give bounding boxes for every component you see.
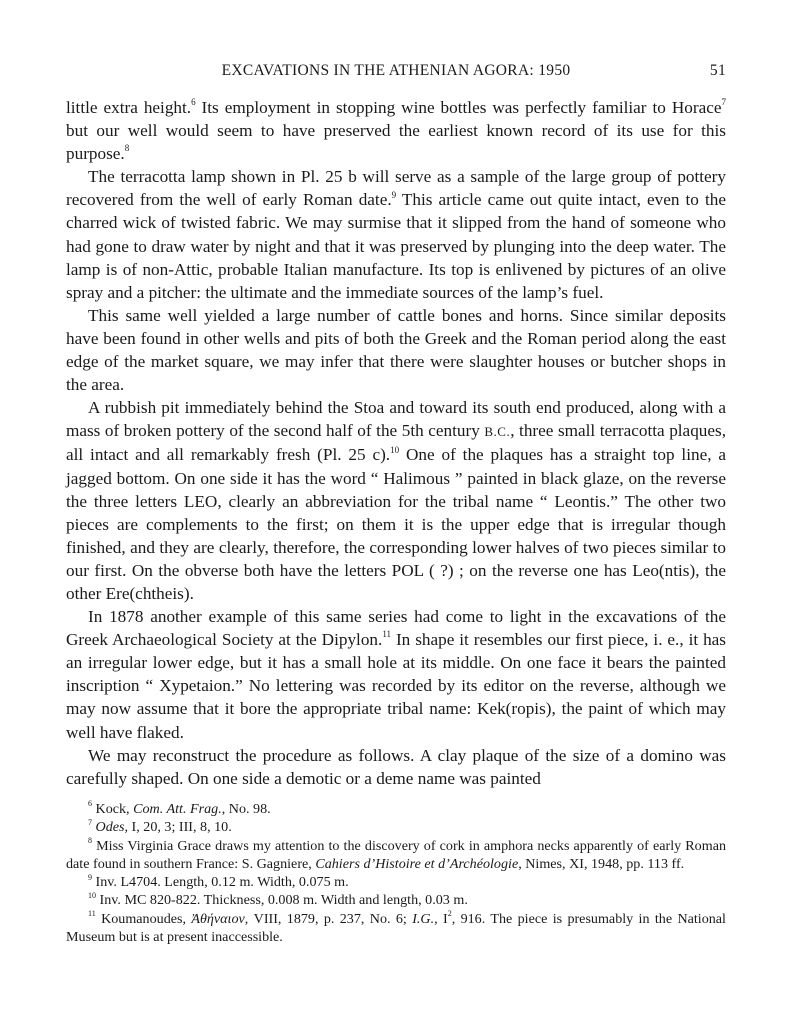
footnote-ref[interactable]: 9 [391,189,397,200]
footnote-ref[interactable]: 11 [382,629,391,640]
paragraph-2: The terracotta lamp shown in Pl. 25 b will serve as a sample of the large group of pottery recovered from the well of early Roman date.$^9$ This article came out quite intact, even to the charred wick of twisted fabric. We may surmise that it slipped from the hand of someone who had gone to draw water by night and that it was preserved by plunging into the deep water. The lamp is of non-Attic, probable Italian manufacture. Its top is enlivened by pictures of an olive spray and a pitcher: the ultimate and the immediate sources of the lamp’s fuel. [66,167,726,302]
footnote-ref[interactable]: 8 [124,143,130,154]
footnotes [66,800,726,946]
running-title: EXCAVATIONS IN THE ATHENIAN AGORA: 1950 [221,62,571,79]
footnote-8: $^8$ Miss Virginia Grace draws my attention to the discovery of cork in amphora necks apparently of early Roman date found in southern France: S. Gagniere, Cahiers d’Histoire et d’Archéologie, Nimes, XI, 1948, pp. 113 ff. [66,835,726,872]
paragraph-3: This same well yielded a large number of cattle bones and horns. Since similar deposits have been found in other wells and pits of both the Greek and the Roman period along the east edge of the market square, we may infer that there were slaughter houses or butcher shops in the area. [66,305,726,395]
paragraph-6: We may reconstruct the procedure as follows. A clay plaque of the size of a domino was carefully shaped. On one side a demotic or a deme name was painted [66,745,726,788]
paragraph-4: A rubbish pit immediately behind the Stoa and toward its south end produced, along with a mass of broken pottery of the second half of the 5th century B.C., three small terracotta plaques, all intact and all remarkably fresh (Pl. 25 c).$^{10}$ One of the plaques has a straight top line, a jagged bottom. On one side it has the word “ Halimous ” painted in black glaze, on the reverse the three letters LEO, clearly an abbreviation for the tribal name “ Leontis.” The other two pieces are complements to the first; on them it is the upper edge that is irregular though finished, and they are clearly, therefore, the corresponding lower halves of two pieces similar to our first. On the obverse both have the letters POL ( ?) ; on the reverse one has Leo(ntis), the other Ere(chtheis). [66,398,726,603]
body-text [66,96,726,790]
footnote-ref[interactable]: 7 [721,97,726,108]
footnote-ref[interactable]: 6 [191,97,196,108]
footnote-6: $^6$ Kock, Com. Att. Frag., No. 98. [88,799,271,817]
footnote-10: $^{10}$ Inv. MC 820-822. Thickness, 0.008 m. Width and length, 0.03 m. [88,890,468,909]
page-number: 51 [709,62,726,79]
running-head [66,62,726,84]
footnote-ref[interactable]: 10 [390,444,400,455]
paragraph-1: little extra height.$^6$ Its employment in stopping wine bottles was perfectly familiar to Horace$^7$ but our well would seem to have preserved the earliest known record of its use for this purpose.$^8$ [66,97,726,164]
paragraph-5: In 1878 another example of this same series had come to light in the excavations of the Greek Archaeological Society at the Dipylon.$^{11}$ In shape it resembles our first piece, i. e., it has an irregular lower edge, but it has a small hole at its middle. On one face it bears the painted inscription “ Xypetaion.” No lettering was recorded by its editor on the reverse, although we may now assume that it bore the appropriate tribal name: Kek(ropis), the paint of which may well have flaked. [66,607,726,742]
footnote-7: $^7$ Odes, I, 20, 3; III, 8, 10. [88,817,232,836]
footnote-11: $^{11}$ Koumanoudes, Ἀθήναιον, VIII, 1879, p. 237, No. 6; I.G., $I^2$, 916. The piece is presumably in the National Museum but is at present inaccessible. [66,909,726,946]
footnote-9: $^9$ Inv. L4704. Length, 0.12 m. Width, 0.075 m. [88,872,349,891]
